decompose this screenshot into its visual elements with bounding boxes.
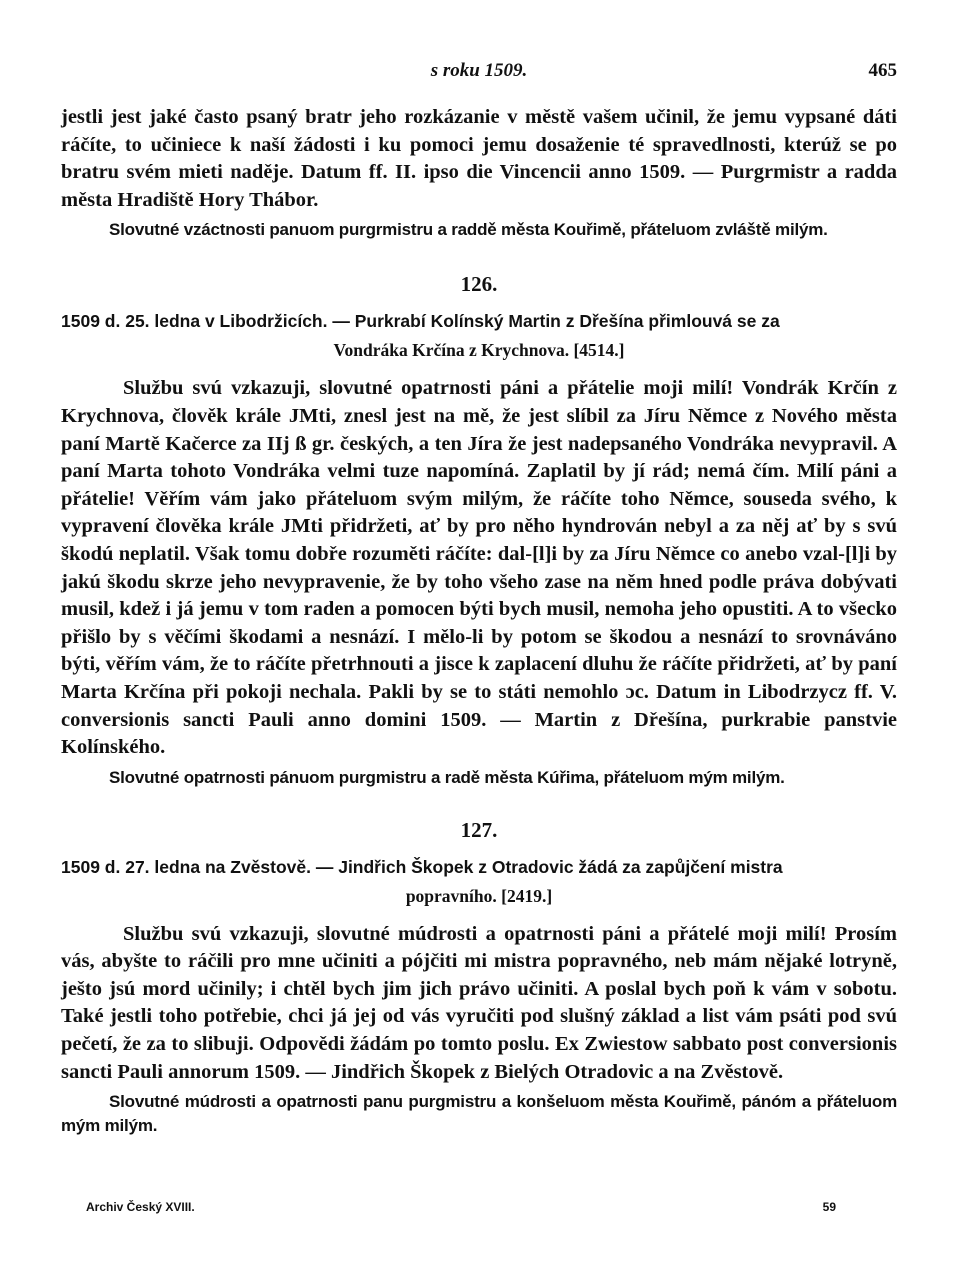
footer-signature: 59 bbox=[822, 1200, 836, 1214]
running-head bbox=[61, 60, 897, 90]
document-127-regest-line2: popravního. [2419.] bbox=[405, 885, 553, 906]
document-number-127: 127. bbox=[460, 817, 498, 842]
continuation-text: jestli jest jaké často psaný bratr jeho rozkázanie v městě vašem učinil, že jemu vypsané dáti ráčíte, to učiniece k naší žádosti i ku pomoci jemu dosaženie té spravedlnosti, kterúž se po bratru svém mieti naděje. Datum ff. II. ipso die Vincencii anno 1509. — Purgrmistr a radda města Hradiště Hory Thábor. bbox=[61, 106, 897, 211]
document-126-address: Slovutné opatrnosti pánuom purgmistru a radě města Kúřima, přáteluom mým milým. bbox=[109, 767, 785, 787]
document-126-regest-line2: Vondráka Krčína z Krychnova. [4514.] bbox=[333, 340, 625, 361]
running-title: s roku 1509. bbox=[430, 60, 528, 81]
continuation-address: Slovutné vzáctnosti panuom purgrmistru a raddě města Kouřimě, přáteluom zvláště milým. bbox=[109, 220, 828, 240]
document-126-regest-line1: 1509 d. 25. ledna v Libodržicích. — Purkrabí Kolínský Martin z Dřešína přimlouvá se za bbox=[61, 311, 780, 332]
page bbox=[61, 60, 897, 1138]
document-number-126: 126. bbox=[460, 272, 498, 297]
page-number: 465 bbox=[868, 60, 897, 81]
page-footer bbox=[86, 1200, 836, 1214]
document-127-regest bbox=[61, 855, 897, 880]
document-126-text: Službu svú vzkazuji, slovutné opatrnosti páni a přátelie moji milí! Vondrák Krčín z Krychnova, člověk krále JMti, znesl jest na mě, že jest slíbil za Jíru Němce z Nového města paní Martě Kačerce za IIj ß gr. českých, a ten Jíra že jest nadepsaného Vondráka nevypravil. A paní Marta tohoto Vondráka velmi tuze napomíná. Zaplatil by jí rád; nemá čím. Milí páni a přátelie! Věřím vám jako přáteluom svým milým, že ráčíte toho Němce, souseda svého, k vypravení člověka krále JMti přidržeti, ať by pro něho hyndrován nebyl a za něj ať by s svú škodú neplatil. Však tomu dobře rozuměti ráčíte: dal-[l]i by za Jíru Němce co anebo vzal-[l]i by jakú škodu skrze jeho nevypravenie, že by toho všeho zase na něm hned podle práva dobývati musil, kdež i já jemu v tom raden a pomocen býti bych musil, nemoha jeho opustiti. A to všecko přišlo by s věčími škodami a nesnází. I mělo-li by potom se škodou a nesnází to srovnáváno býti, věřím vám, že to ráčíte přetrhnouti a jisce k zaplacení dluhu že ráčíte přidržeti, ať by paní Marta Krčína při pokoji nechala. Pakli by se to státi nemohlo ɔc. Datum in Libodrzycz ff. V. conversionis sancti Pauli anno domini 1509. — Martin z Dřešína, purkrabie panstvie Kolínského. bbox=[61, 377, 897, 759]
document-127-address: Slovutné múdrosti a opatrnosti panu purgmistru a konšeluom města Kouřimě, pánóm a přáteluom mým milým. bbox=[61, 1092, 897, 1136]
document-127-regest-line1: 1509 d. 27. ledna na Zvěstově. — Jindřich Škopek z Otradovic žádá za zapůjčení mistra bbox=[61, 856, 783, 877]
document-127-text: Službu svú vzkazuji, slovutné múdrosti a opatrnosti páni a přátelé moji milí! Prosím vás, abyšte to ráčili pro mne učiniti a pójčiti mi mistra popravného, neb mám nějaké lotryně, ješto jsú mord učinily; i chtěl bych jim jich právo učiniti. A poslal bych poň k vám v sobotu. Také jestli toho potřebie, chci já jej od vás vyručiti pod slušný základ a list vám psáti pod svú pečetí, že za to slibuji. Odpovědi žádám po tomto poslu. Ex Zwiestow sabbato post conversionis sancti Pauli annorum 1509. — Jindřich Škopek z Bielých Otradovic a na Zvěstově. bbox=[61, 922, 897, 1083]
footer-publication: Archiv Český XVIII. bbox=[86, 1200, 195, 1214]
document-126-regest bbox=[61, 309, 897, 334]
